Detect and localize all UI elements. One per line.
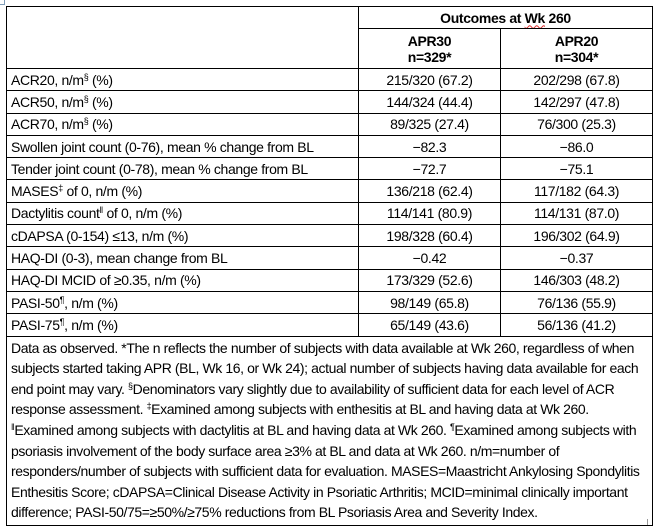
column-name: APR20 bbox=[554, 32, 599, 49]
column-n: n=304* bbox=[554, 48, 599, 65]
footnote-text: Denominators vary slightly due to availability of sufficient data for each level of ACR response assessment. bbox=[11, 380, 615, 418]
outcomes-table bbox=[6, 6, 653, 526]
group-header bbox=[359, 7, 653, 29]
header-blank-cell bbox=[7, 7, 359, 69]
row-label-mark: § bbox=[83, 93, 89, 104]
table-row bbox=[7, 69, 653, 91]
row-label-end: , n/m (%) bbox=[64, 316, 118, 333]
table-row bbox=[7, 247, 653, 269]
table-row bbox=[7, 91, 653, 113]
row-label bbox=[7, 202, 359, 224]
table-row bbox=[7, 269, 653, 291]
cell-apr20: 142/297 (47.8) bbox=[501, 91, 653, 113]
cell-apr30: 98/149 (65.8) bbox=[359, 291, 501, 313]
cell-apr30: −72.7 bbox=[359, 158, 501, 180]
row-label bbox=[7, 135, 359, 157]
row-label-mark: ¶ bbox=[59, 316, 65, 327]
cell-apr30: 215/320 (67.2) bbox=[359, 69, 501, 91]
row-label bbox=[7, 314, 359, 336]
cell-apr20: 56/136 (41.2) bbox=[501, 314, 653, 336]
footnote-mark: ¶ bbox=[449, 421, 455, 432]
row-label-text: Dactylitis count bbox=[11, 205, 100, 222]
cell-apr20: −86.0 bbox=[501, 135, 653, 157]
group-header-suffix: 260 bbox=[544, 9, 571, 26]
cell-apr30: −0.42 bbox=[359, 247, 501, 269]
row-label bbox=[7, 225, 359, 247]
footnote-text: Examined among subjects with enthesitis at BL and having data at Wk 260. bbox=[151, 401, 589, 418]
row-label bbox=[7, 69, 359, 91]
column-name: APR30 bbox=[407, 32, 452, 49]
cell-apr30: 114/141 (80.9) bbox=[359, 202, 501, 224]
cell-apr20: −0.37 bbox=[501, 247, 653, 269]
footnote-mark: ‖ bbox=[11, 421, 15, 432]
footnote-text: Examined among subjects with dactylitis at BL and having data at Wk 260. bbox=[14, 421, 450, 438]
row-label bbox=[7, 291, 359, 313]
row-label-end: (%) bbox=[88, 116, 113, 133]
cell-apr20: 202/298 (67.8) bbox=[501, 69, 653, 91]
row-label-end: (%) bbox=[88, 71, 113, 88]
footnote-mark: ‡ bbox=[146, 401, 152, 412]
footnote bbox=[7, 336, 653, 525]
footnote-mark: § bbox=[128, 380, 133, 391]
table-row bbox=[7, 291, 653, 313]
cell-apr30: 136/218 (62.4) bbox=[359, 180, 501, 202]
cell-apr20: 146/303 (48.2) bbox=[501, 269, 653, 291]
row-label bbox=[7, 269, 359, 291]
cell-apr20: −75.1 bbox=[501, 158, 653, 180]
row-label-mark: ‡ bbox=[58, 183, 63, 194]
row-label-text: ACR50, n/m bbox=[11, 93, 84, 110]
row-label-text: ACR20, n/m bbox=[11, 71, 84, 88]
row-label-mark: § bbox=[83, 116, 89, 127]
table-row bbox=[7, 314, 653, 336]
cell-apr20: 76/136 (55.9) bbox=[501, 291, 653, 313]
table-move-handle[interactable] bbox=[0, 0, 5, 5]
row-label bbox=[7, 180, 359, 202]
column-header-apr20 bbox=[501, 29, 653, 69]
row-label bbox=[7, 158, 359, 180]
table-row bbox=[7, 158, 653, 180]
column-n: n=329* bbox=[407, 48, 452, 65]
cell-apr20: 114/131 (87.0) bbox=[501, 202, 653, 224]
row-label-text: ACR70, n/m bbox=[11, 116, 84, 133]
row-label-text: Swollen joint count (0-76), mean % change from BL bbox=[11, 138, 314, 155]
row-label-mark: ¶ bbox=[59, 294, 65, 305]
row-label bbox=[7, 113, 359, 135]
row-label-text: PASI-50 bbox=[11, 294, 60, 311]
group-header-prefix: Outcomes at bbox=[440, 9, 525, 26]
row-label-mark: ‖ bbox=[99, 205, 103, 216]
row-label-text: HAQ-DI (0-3), mean change from BL bbox=[11, 250, 228, 267]
row-label-text: cDAPSA (0-154) ≤13, n/m (%) bbox=[11, 227, 189, 244]
footnote-text: Examined among subjects with psoriasis involvement of the body surface area ≥3% at BL and data at Wk 260. n/m=number of responders/number of subjects with sufficient data for evaluation. MASES=Maastricht Ankylosing Spondylitis Enthesitis Score; cDAPSA=Clinical Disease Activity in Psoriatic Arthritis; MCID=minimal clinically important difference; PASI-50/75=≥50%/≥75% reductions from BL Psoriasis Area and Severity Index. bbox=[11, 421, 640, 521]
cell-apr30: 65/149 (43.6) bbox=[359, 314, 501, 336]
cell-apr30: 144/324 (44.4) bbox=[359, 91, 501, 113]
cell-apr30: 198/328 (60.4) bbox=[359, 225, 501, 247]
footnote-row bbox=[7, 336, 653, 525]
row-label-text: MASES bbox=[11, 183, 59, 200]
footnote-text: Data as observed. *The n reflects the number of subjects with data available at Wk 260, regardless of when subjects started taking APR (BL, Wk 16, or Wk 24); actual number of subjects having data available for each end point may vary. bbox=[11, 339, 639, 397]
cell-apr20: 76/300 (25.3) bbox=[501, 113, 653, 135]
row-label bbox=[7, 247, 359, 269]
table-row bbox=[7, 113, 653, 135]
row-label-mark: § bbox=[83, 71, 89, 82]
row-label-end: (%) bbox=[88, 93, 113, 110]
row-label bbox=[7, 91, 359, 113]
table-row bbox=[7, 202, 653, 224]
header-row-group bbox=[7, 7, 653, 29]
table-row bbox=[7, 180, 653, 202]
column-header-apr30 bbox=[359, 29, 501, 69]
row-label-end: of 0, n/m (%) bbox=[62, 183, 143, 200]
cell-apr30: 173/329 (52.6) bbox=[359, 269, 501, 291]
row-label-text: PASI-75 bbox=[11, 316, 60, 333]
row-label-end: , n/m (%) bbox=[64, 294, 118, 311]
row-label-text: HAQ-DI MCID of ≥0.35, n/m (%) bbox=[11, 272, 201, 289]
spellcheck-word: Wk bbox=[524, 9, 545, 26]
row-label-text: Tender joint count (0-78), mean % change from BL bbox=[11, 160, 308, 177]
cell-apr20: 117/182 (64.3) bbox=[501, 180, 653, 202]
row-label-end: of 0, n/m (%) bbox=[102, 205, 183, 222]
cell-apr20: 196/302 (64.9) bbox=[501, 225, 653, 247]
table-row bbox=[7, 225, 653, 247]
cell-apr30: −82.3 bbox=[359, 135, 501, 157]
cell-apr30: 89/325 (27.4) bbox=[359, 113, 501, 135]
table-row bbox=[7, 135, 653, 157]
